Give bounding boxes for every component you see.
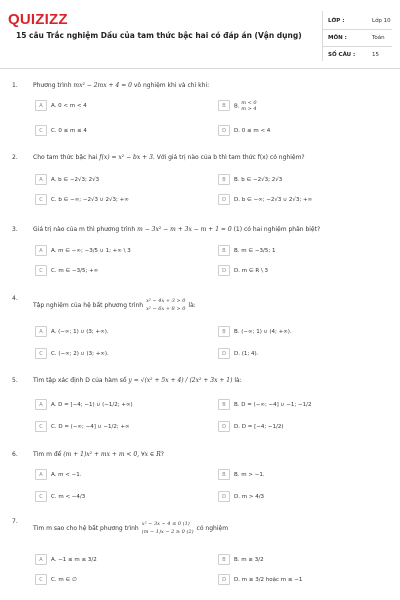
option-text: A. m ∈ −∞; −3/5 ∪ 1; +∞ \ 3	[51, 247, 131, 254]
option-letter: B	[218, 100, 230, 111]
meta-row-grade	[322, 13, 392, 30]
option-letter: A	[35, 554, 47, 565]
question-text-before: Tìm m để	[33, 451, 64, 458]
question-number: 5.	[12, 377, 18, 384]
option-text: D. (1; 4).	[234, 350, 259, 357]
option-letter: B	[218, 554, 230, 565]
meta-value: Lớp 10	[372, 18, 391, 24]
question-text-before: Tìm m sao cho hệ bất phương trình	[33, 524, 139, 532]
option-letter: C	[35, 194, 47, 205]
option-c[interactable]	[35, 574, 77, 585]
option-text: C. m < −4/3	[51, 493, 86, 500]
question-text-after: ?	[160, 451, 164, 458]
option-letter: B	[218, 326, 230, 337]
question-math: f(x) = x² − bx + 3	[99, 154, 153, 161]
option-text: C. D = (−∞; −4] ∪ −1/2; +∞	[51, 423, 130, 430]
question-math: mx² − 2mx + 4 = 0	[73, 82, 132, 89]
system-line: x² − 6x + 8 > 0	[146, 306, 186, 312]
option-letter: D	[218, 491, 230, 502]
option-c[interactable]	[35, 194, 129, 205]
option-a[interactable]	[35, 326, 109, 337]
option-text: D. m > 4/3	[234, 493, 265, 500]
question-text-before: Tập nghiệm của hệ bất phương trình	[33, 301, 144, 309]
option-d[interactable]	[218, 574, 302, 585]
option-text: D. m ≥ 3/2 hoặc m ≤ −1	[234, 576, 303, 583]
option-text: C. m ∈ −3/5; +∞	[51, 267, 99, 274]
meta-value: Toán	[372, 35, 385, 41]
option-b[interactable]	[218, 554, 264, 565]
option-letter: A	[35, 399, 47, 410]
question-text-after: là:	[188, 301, 196, 309]
option-b[interactable]	[218, 326, 292, 337]
question-text	[33, 377, 242, 384]
option-a[interactable]	[35, 554, 97, 565]
meta-value: 15	[372, 52, 379, 58]
option-c[interactable]	[35, 421, 130, 432]
option-text: D. D = [−4; −1/2)	[234, 423, 284, 430]
meta-row-count	[322, 47, 392, 63]
option-letter: A	[35, 174, 47, 185]
system-line: x² − 3x − 4 ≤ 0 (1)	[141, 521, 190, 527]
option-b[interactable]	[218, 399, 312, 410]
option-stack	[241, 100, 256, 112]
worksheet-title: 15 câu Trắc nghiệm Dấu của tam thức bậc hai có đáp án (Vận dụng)	[16, 31, 302, 40]
option-letter: C	[35, 574, 47, 585]
question-number: 7.	[12, 518, 18, 525]
option-letter: A	[35, 469, 47, 480]
question-math: (m + 1)x² + mx + m < 0, ∀x ∈ R	[63, 451, 161, 458]
question-number: 1.	[12, 82, 18, 89]
option-c[interactable]	[35, 348, 109, 359]
option-a[interactable]	[35, 399, 133, 410]
option-letter: D	[218, 194, 230, 205]
option-letter: D	[218, 574, 230, 585]
question-math: m − 3x² − m + 3x − m + 1 = 0	[137, 226, 232, 233]
question-text-before: Giá trị nào của m thì phương trình	[33, 226, 138, 233]
option-text: A. m < −1.	[51, 471, 82, 478]
option-letter: B	[218, 399, 230, 410]
option-text: A. 0 < m < 4	[51, 102, 87, 109]
meta-info	[322, 13, 392, 63]
option-c[interactable]	[35, 265, 98, 276]
option-d[interactable]	[218, 125, 270, 136]
option-text	[234, 100, 257, 112]
question-number: 2.	[12, 154, 18, 161]
option-letter: A	[35, 100, 47, 111]
option-a[interactable]	[35, 469, 81, 480]
stack-line: m > 4	[241, 105, 257, 112]
option-text: B. D = (−∞; −4] ∪ −1; −1/2	[234, 401, 312, 408]
option-letter: C	[35, 265, 47, 276]
question-text-after: có nghiệm	[196, 524, 229, 532]
question-text	[33, 226, 320, 233]
option-letter: A	[35, 245, 47, 256]
option-text: C. m ∈ ∅	[51, 576, 77, 583]
option-letter: B	[218, 469, 230, 480]
option-text: A. −1 ≤ m ≤ 3/2	[51, 556, 97, 563]
option-text: A. (−∞; 1) ∪ (3; +∞).	[51, 328, 109, 335]
meta-key: LỚP :	[328, 18, 345, 24]
question-text-before: Tìm tập xác định D của hàm số	[33, 377, 129, 384]
option-letter: D	[218, 265, 230, 276]
inequality-system	[146, 297, 185, 313]
inequality-system	[142, 520, 194, 536]
option-letter: C	[35, 125, 47, 136]
option-text: A. b ∈ −2√3; 2√3	[51, 176, 100, 183]
option-label: B.	[234, 103, 240, 109]
option-text: B. m ∈ −3/5; 1	[234, 247, 276, 254]
meta-key: MÔN :	[328, 35, 347, 41]
question-text	[33, 154, 305, 161]
option-d[interactable]	[218, 491, 264, 502]
option-text: D. b ∈ −∞; −2√3 ∪ 2√3; +∞	[234, 196, 313, 203]
option-text: A. D = [−4; −1) ∪ (−1/2; +∞)	[51, 401, 133, 408]
option-d[interactable]	[218, 194, 312, 205]
option-c[interactable]	[35, 125, 87, 136]
question-text-after: vô nghiệm khi và chỉ khi:	[131, 82, 210, 89]
option-letter: D	[218, 348, 230, 359]
question-number: 4.	[12, 295, 18, 302]
question-math: y = √(x² + 5x + 4) / (2x² + 3x + 1)	[128, 377, 233, 384]
system-line: (m − 1)x − 2 ≥ 0 (2)	[141, 529, 194, 535]
option-text: C. 0 ≤ m ≤ 4	[51, 127, 87, 134]
question-text	[33, 520, 228, 536]
option-a[interactable]	[35, 100, 87, 111]
option-d[interactable]	[218, 421, 284, 432]
question-text	[33, 297, 196, 313]
question-text-before: Phương trình	[33, 82, 74, 89]
option-text: C. (−∞; 2) ∪ (3; +∞).	[51, 350, 109, 357]
option-b[interactable]	[218, 245, 275, 256]
option-d[interactable]	[218, 348, 258, 359]
question-text-before: Cho tam thức bậc hai	[33, 154, 100, 161]
option-text: B. b ∈ −2√3; 2√3	[234, 176, 283, 183]
question-text-after: là:	[232, 377, 242, 384]
option-c[interactable]	[35, 491, 85, 502]
option-d[interactable]	[218, 265, 268, 276]
option-letter: D	[218, 421, 230, 432]
option-a[interactable]	[35, 245, 131, 256]
meta-row-subject	[322, 30, 392, 47]
option-letter: D	[218, 125, 230, 136]
option-letter: A	[35, 326, 47, 337]
system-line: x² − 4x + 3 > 0	[146, 298, 186, 304]
question-text	[33, 451, 164, 458]
question-text-after: . Với giá trị nào của b thì tam thức f(x) có nghiệm?	[152, 154, 305, 161]
option-letter: B	[218, 245, 230, 256]
option-letter: B	[218, 174, 230, 185]
option-letter: C	[35, 421, 47, 432]
option-b[interactable]	[218, 100, 257, 111]
question-text	[33, 82, 209, 89]
option-b[interactable]	[218, 469, 265, 480]
stack-line: m < 0	[241, 99, 257, 106]
meta-key: SỐ CÂU :	[328, 52, 356, 58]
question-text-after: (1) có hai nghiệm phân biệt?	[231, 226, 321, 233]
option-text: D. 0 ≤ m < 4	[234, 127, 271, 134]
question-number: 6.	[12, 451, 18, 458]
option-text: C. b ∈ −∞; −2√3 ∪ 2√3; +∞	[51, 196, 129, 203]
option-a[interactable]	[35, 174, 99, 185]
option-b[interactable]	[218, 174, 282, 185]
option-letter: C	[35, 491, 47, 502]
option-letter: C	[35, 348, 47, 359]
question-number: 3.	[12, 226, 18, 233]
option-text: B. m > −1.	[234, 471, 265, 478]
option-text: B. (−∞; 1) ∪ (4; +∞).	[234, 328, 292, 335]
quizizz-logo: QUIZIZZ	[8, 11, 68, 28]
option-text: D. m ∈ R \ 3	[234, 267, 269, 274]
option-text: B. m ≥ 3/2	[234, 556, 264, 563]
worksheet-header	[0, 0, 400, 69]
